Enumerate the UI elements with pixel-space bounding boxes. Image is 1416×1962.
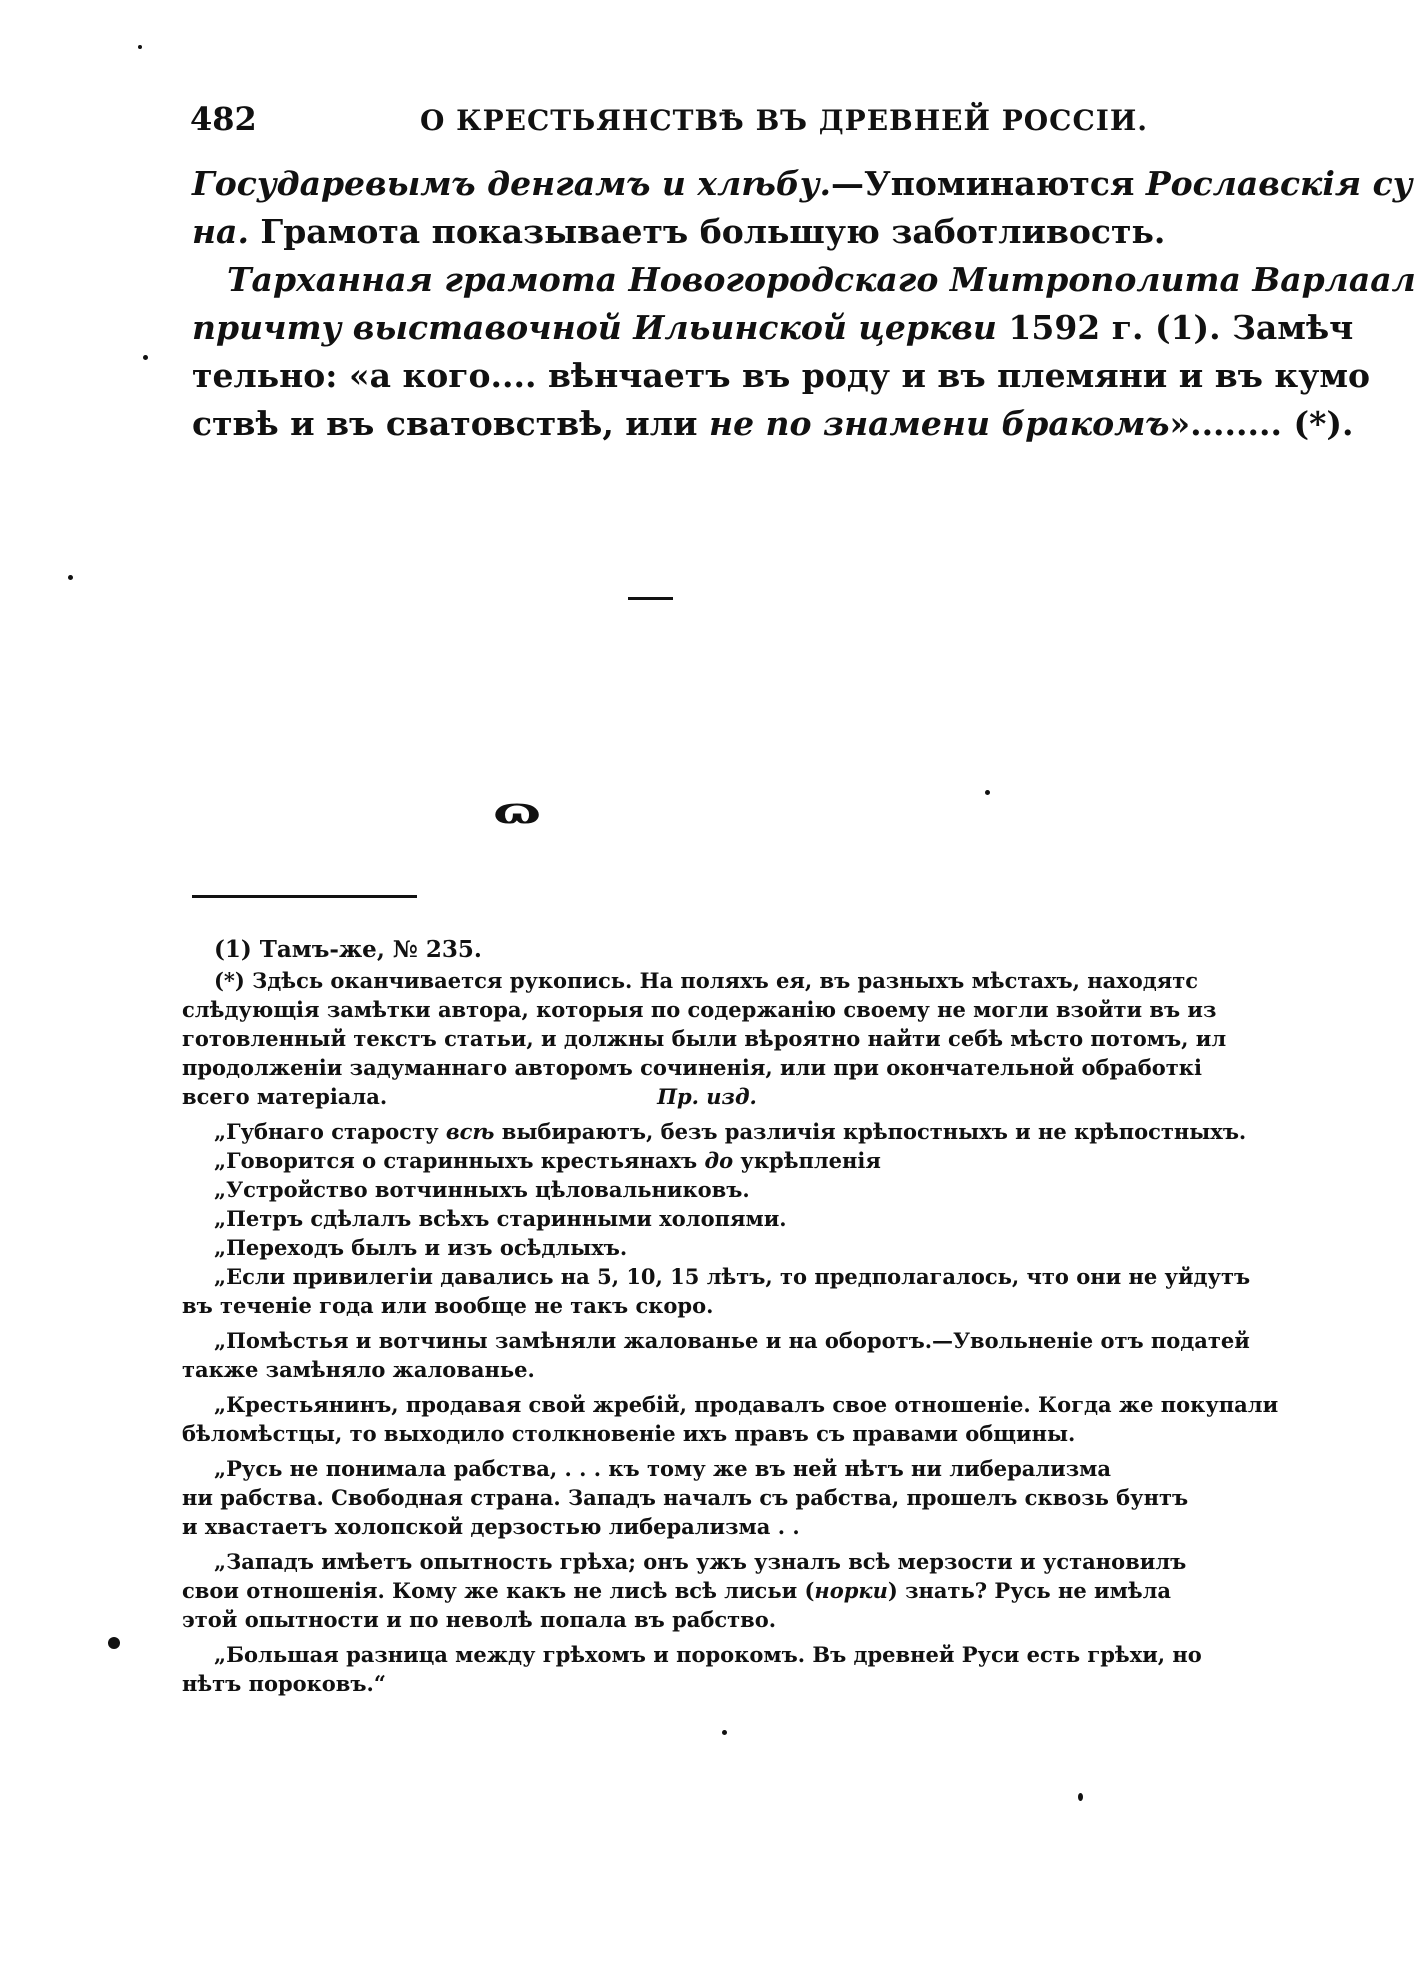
text-italic: Государевымъ денгамъ и хлѣбу. (192, 164, 831, 203)
text-line: тельно: «а кого.... вѣнчаетъ въ роду и въ племяни и въ кумо (192, 356, 1371, 395)
text-run: „Губнаго старосту (214, 1119, 446, 1144)
note-line: въ теченіе года или вообще не такъ скоро. (182, 1293, 714, 1318)
text-italic: Рославскія су (1145, 164, 1413, 203)
text-italic: причту выставочной Ильинской церкви (192, 308, 997, 347)
text-line (192, 256, 1416, 304)
main-text (192, 160, 1416, 448)
text-run: всего матеріала. (182, 1084, 388, 1109)
note-line: также замѣняло жалованье. (182, 1357, 535, 1382)
note-line: „Устройство вотчинныхъ цѣловальниковъ. (214, 1177, 750, 1202)
text-line (192, 304, 1354, 352)
note-line: „Помѣстья и вотчины замѣняли жалованье и на оборотъ.—Увольненіе отъ податей (214, 1328, 1250, 1353)
footnote-line: (*) Здѣсь оканчивается рукопись. На поляхъ ея, въ разныхъ мѣстахъ, находятс (214, 968, 1199, 993)
text-italic: всѣ (445, 1119, 495, 1144)
scan-speck (108, 1637, 120, 1649)
text-run: свои отношенія. Кому же какъ не лисѣ всѣ лисьи ( (182, 1578, 815, 1603)
footnote-line: слѣдующія замѣтки автора, которыя по содержанію своему не могли взойти въ из (182, 997, 1217, 1022)
page-number: 482 (190, 100, 257, 138)
text-run: укрѣпленія (733, 1148, 881, 1173)
page-header (190, 100, 1149, 138)
scan-speck (1078, 1793, 1083, 1801)
note-line: ни рабства. Свободная страна. Западъ началъ съ рабства, прошелъ сквозь бунтъ (182, 1485, 1189, 1510)
text-line (192, 208, 1166, 256)
note-line: „Крестьянинъ, продавая свой жребій, продавалъ свое отношеніе. Когда же покупали (214, 1392, 1279, 1417)
footnote-line (182, 1082, 1127, 1111)
text-run: Грамота показываетъ большую заботливость. (248, 212, 1166, 251)
text-run: 1592 г. (1). Замѣч (996, 308, 1354, 347)
text-run: ствѣ и въ сватовствѣ, или (192, 404, 710, 443)
text-run: »........ (*). (1169, 404, 1354, 443)
note-line: бѣломѣстцы, то выходило столкновеніе ихъ правъ съ правами общины. (182, 1421, 1076, 1446)
footnote-line: продолженіи задуманнаго авторомъ сочиненія, или при окончательной обработкі (182, 1055, 1202, 1080)
scan-speck (138, 45, 142, 49)
footnote-rule (192, 895, 417, 898)
footnote-1: (1) Тамъ-же, № 235. (214, 936, 482, 963)
scan-speck (722, 1730, 727, 1735)
note-line: „Западъ имѣетъ опытность грѣха; онъ ужъ узналъ всѣ мерзости и установилъ (214, 1549, 1187, 1574)
note-line: „Русь не понимала рабства, . . . къ тому же въ ней нѣтъ ни либерализма (214, 1456, 1111, 1481)
note-line (182, 1117, 1247, 1146)
footnotes (182, 935, 1279, 1698)
text-italic: норки (814, 1578, 888, 1603)
text-run: ) знать? Русь не имѣла (887, 1578, 1172, 1603)
text-line (192, 160, 1413, 208)
text-run: выбираютъ, безъ различія крѣпостныхъ и не крѣпостныхъ. (494, 1119, 1247, 1144)
text-run: —Упоминаются (830, 164, 1146, 203)
note-line: „Петръ сдѣлалъ всѣхъ старинными холопями. (214, 1206, 787, 1231)
footnote-line: готовленный текстъ статьи, и должны были вѣроятно найти себѣ мѣсто потомъ, ил (182, 1026, 1227, 1051)
note-line: „Если привилегіи давались на 5, 10, 15 лѣтъ, то предполагалось, что они не уйдутъ (214, 1264, 1251, 1289)
ornament-glyph: ɷ (493, 790, 541, 832)
note-line: „Переходъ былъ и изъ осѣдлыхъ. (214, 1235, 628, 1260)
scan-speck (68, 575, 73, 580)
editor-signature: Пр. изд. (657, 1084, 757, 1109)
text-italic: на. (192, 212, 249, 251)
note-line (182, 1146, 1127, 1175)
section-divider (628, 597, 673, 600)
text-italic: Тарханная грамота Новогородскаго Митрополита Варлаал (227, 260, 1416, 299)
scan-speck (143, 355, 148, 360)
text-italic: не по знамени бракомъ (709, 404, 1170, 443)
text-italic: до (704, 1148, 734, 1173)
note-line (182, 1576, 1172, 1605)
note-line: этой опытности и по неволѣ попала въ рабство. (182, 1607, 777, 1632)
note-line: и хвастаетъ холопской дерзостью либерализма . . (182, 1514, 800, 1539)
note-line: нѣтъ пороковъ.“ (182, 1671, 386, 1696)
text-line (192, 400, 1354, 448)
running-title: О КРЕСТЬЯНСТВѢ ВЪ ДРЕВНЕЙ РОССІИ. (420, 104, 1149, 137)
scan-speck (985, 790, 990, 795)
note-line: „Большая разница между грѣхомъ и порокомъ. Въ древней Руси есть грѣхи, но (214, 1642, 1202, 1667)
text-run: „Говорится о старинныхъ крестьянахъ (214, 1148, 705, 1173)
